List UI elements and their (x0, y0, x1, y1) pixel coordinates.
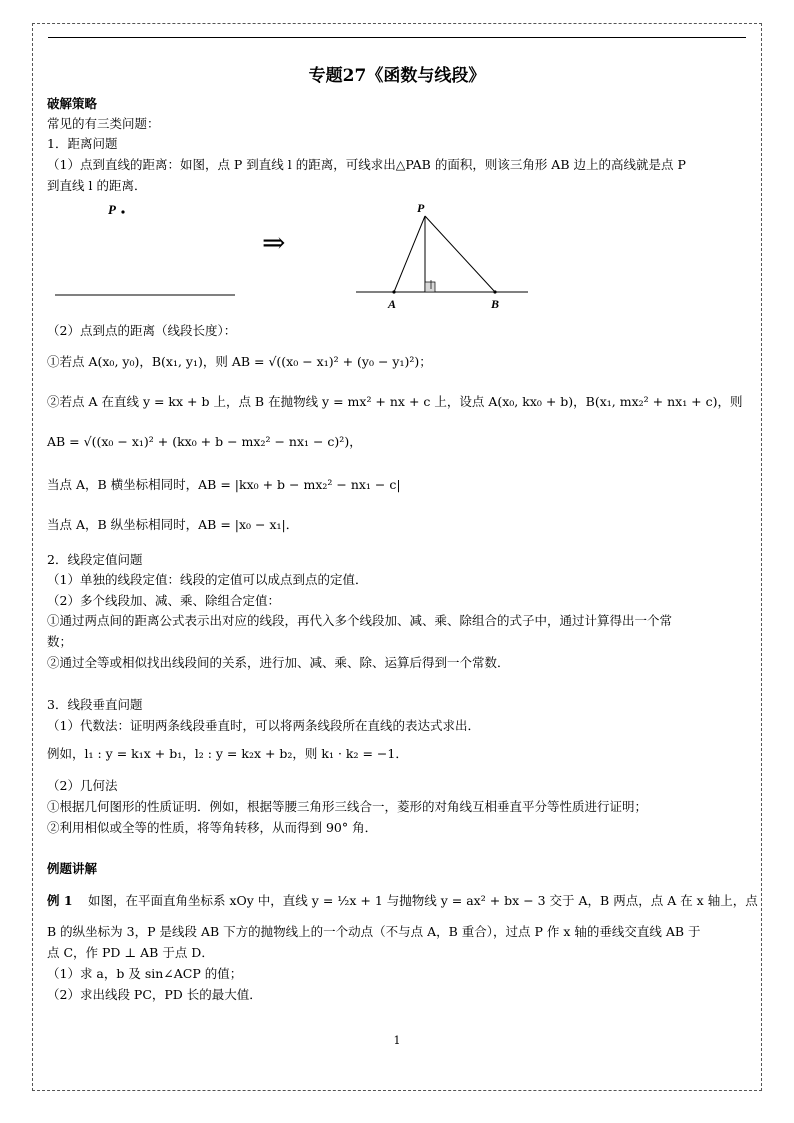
point-point-heading: （2）点到点的距离（线段长度）： (47, 323, 237, 338)
distance-heading: 1．距离问题 (47, 136, 118, 151)
fixed-value-1: （1）单独的线段定值：线段的定值可以成点到点的定值． (47, 572, 368, 587)
example-1-line-1: 如图，在平面直角坐标系 xOy 中，直线 y = ½x + 1 与抛物线 y = ax² + bx − 3 交于 A，B 两点，点 A 在 x 轴上，点 (88, 893, 758, 908)
examples-heading: 例题讲解 (47, 861, 98, 876)
geometry-method: （2）几何法 (47, 778, 118, 793)
example-1-line-2: B 的纵坐标为 3，P 是线段 AB 下方的抛物线上的一个动点（不与点 A，B 重合），过点 P 作 x 轴的垂线交直线 AB 于 (47, 924, 701, 939)
segment-pa (394, 216, 425, 292)
strategy-heading: 破解策略 (47, 96, 98, 111)
label-p-left: P (108, 202, 116, 217)
intro-text: 常见的有三类问题： (47, 116, 160, 131)
formula-same-y: 当点 A，B 纵坐标相同时，AB = |x₀ − x₁|． (47, 517, 299, 532)
point-a (392, 290, 395, 293)
fixed-value-3a: ①通过两点间的距离公式表示出对应的线段，再代入多个线段加、减、乘、除组合的式子中，通过计算得出一个常 (47, 613, 673, 628)
figure-point-and-line (40, 196, 260, 306)
example-1-line-3: 点 C，作 PD ⊥ AB 于点 D． (47, 945, 214, 960)
geometry-method-1: ①根据几何图形的性质证明．例如，根据等腰三角形三线合一，菱形的对角线互相垂直平分等性质进行证明； (47, 799, 648, 814)
formula-distance-3: AB = √((x₀ − x₁)² + (kx₀ + b − mx₂² − nx₁ − c)²)， (47, 434, 362, 449)
label-a: A (388, 297, 397, 311)
geometry-method-2: ②利用相似或全等的性质，将等角转移，从而得到 90° 角． (47, 820, 378, 835)
fixed-value-4: ②通过全等或相似找出线段间的关系，进行加、减、乘、除、运算后得到一个常数． (47, 655, 510, 670)
slope-product-example: 例如，l₁ : y = k₁x + b₁，l₂ : y = k₂x + b₂，则 k₁ · k₂ = −1． (47, 746, 408, 761)
example-1-label: 例 1 (47, 893, 73, 908)
page-title: 专题27《函数与线段》 (308, 66, 486, 86)
fixed-value-2: （2）多个线段加、减、乘、除组合定值： (47, 593, 280, 608)
segment-pb (425, 216, 495, 292)
point-b (493, 290, 496, 293)
page-number: 1 (393, 1034, 401, 1047)
formula-same-x: 当点 A，B 横坐标相同时，AB = |kx₀ + b − mx₂² − nx₁ − c| (47, 477, 401, 492)
fixed-value-3b: 数； (47, 634, 73, 649)
example-1-question-1: （1）求 a，b 及 sin∠ACP 的值； (47, 966, 243, 981)
perpendicular-heading: 3．线段垂直问题 (47, 697, 143, 712)
formula-distance-2: ②若点 A 在直线 y = kx + b 上，点 B 在抛物线 y = mx² + nx + c 上，设点 A(x₀, kx₀ + b)，B(x₁, mx₂² + nx₁ + c)，则 (47, 394, 743, 409)
algebra-method: （1）代数法：证明两条线段垂直时，可以将两条线段所在直线的表达式求出． (47, 718, 480, 733)
label-b: B (491, 297, 500, 311)
right-angle-mark (425, 282, 435, 292)
point-line-text-2: 到直线 l 的距离． (47, 178, 147, 193)
point-p-dot (121, 210, 124, 213)
header-rule (48, 37, 746, 38)
example-1-question-2: （2）求出线段 PC，PD 长的最大值． (47, 987, 262, 1002)
figure-triangle-pab (350, 196, 540, 314)
label-p-right: P (417, 201, 425, 215)
point-line-text-1: （1）点到直线的距离：如图，点 P 到直线 l 的距离，可线求出△PAB 的面积，则该三角形 AB 边上的高线就是点 P (47, 157, 686, 172)
fixed-value-heading: 2．线段定值问题 (47, 552, 143, 567)
implies-arrow: ⇒ (262, 226, 286, 259)
formula-distance-1: ①若点 A(x₀, y₀)，B(x₁, y₁)，则 AB = √((x₀ − x₁)² + (y₀ − y₁)²)； (47, 354, 432, 369)
